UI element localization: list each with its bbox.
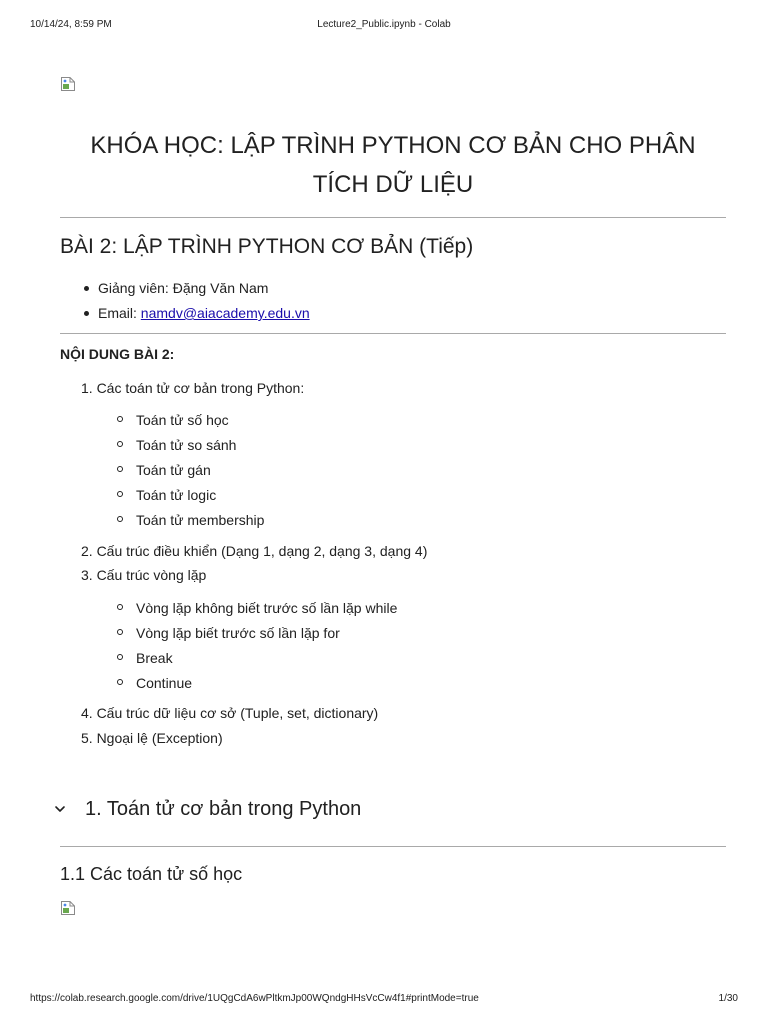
lesson-title: BÀI 2: LẬP TRÌNH PYTHON CƠ BẢN (Tiếp) bbox=[60, 235, 474, 258]
print-footer bbox=[30, 993, 738, 1007]
contents-item-2: 2. Cấu trúc điều khiển (Dạng 1, dạng 2, dạng 3, dạng 4) bbox=[81, 543, 428, 559]
contents-item-1: 1. Các toán tử cơ bản trong Python: bbox=[81, 380, 305, 396]
print-page-title: Lecture2_Public.ipynb - Colab bbox=[317, 19, 451, 30]
contents-subitem: Toán tử membership bbox=[136, 512, 265, 528]
lecturer-item bbox=[60, 278, 310, 303]
contents-subitem: Toán tử so sánh bbox=[136, 437, 237, 453]
broken-image-icon bbox=[60, 900, 76, 916]
broken-image-icon bbox=[60, 76, 76, 92]
contents-subitem: Vòng lặp không biết trước số lần lặp while bbox=[136, 600, 398, 616]
lecturer-name: Giảng viên: Đặng Văn Nam bbox=[98, 280, 269, 296]
circle-bullet bbox=[117, 679, 123, 685]
print-url: https://colab.research.google.com/drive/1UQgCdA6wPltkmJp00WQndgHHsVcCw4f1#printMode=true bbox=[30, 993, 479, 1004]
divider bbox=[60, 846, 726, 847]
circle-bullet bbox=[117, 441, 123, 447]
lecturer-info-list bbox=[60, 278, 310, 328]
circle-bullet bbox=[117, 604, 123, 610]
divider bbox=[60, 217, 726, 218]
contents-item-4: 4. Cấu trúc dữ liệu cơ sở (Tuple, set, dictionary) bbox=[81, 705, 379, 721]
circle-bullet bbox=[117, 491, 123, 497]
print-page-number: 1/30 bbox=[718, 993, 738, 1004]
circle-bullet bbox=[117, 516, 123, 522]
notebook-main-title: KHÓA HỌC: LẬP TRÌNH PYTHON CƠ BẢN CHO PHÂN TÍCH DỮ LIỆU bbox=[90, 132, 696, 198]
circle-bullet bbox=[117, 416, 123, 422]
contents-subitem: Vòng lặp biết trước số lần lặp for bbox=[136, 625, 340, 641]
contents-item-5: 5. Ngoại lệ (Exception) bbox=[81, 730, 223, 746]
print-datetime: 10/14/24, 8:59 PM bbox=[30, 19, 112, 30]
contents-subitem: Toán tử gán bbox=[136, 462, 211, 478]
circle-bullet bbox=[117, 629, 123, 635]
email-item bbox=[60, 303, 310, 328]
contents-subitem: Toán tử logic bbox=[136, 487, 217, 503]
contents-item-3: 3. Cấu trúc vòng lặp bbox=[81, 567, 207, 583]
contents-subitem: Toán tử số học bbox=[136, 412, 229, 428]
print-header bbox=[30, 19, 738, 33]
subsection-title: 1.1 Các toán tử số học bbox=[60, 864, 243, 884]
email-label: Email: bbox=[98, 305, 141, 321]
contents-subitem: Break bbox=[136, 650, 173, 666]
divider bbox=[60, 333, 726, 334]
circle-bullet bbox=[117, 654, 123, 660]
contents-heading: NỘI DUNG BÀI 2: bbox=[60, 346, 175, 362]
section-title: 1. Toán tử cơ bản trong Python bbox=[85, 798, 362, 820]
circle-bullet bbox=[117, 466, 123, 472]
email-link[interactable]: namdv@aiacademy.edu.vn bbox=[140, 305, 310, 321]
chevron-down-icon[interactable] bbox=[52, 801, 68, 817]
contents-subitem: Continue bbox=[136, 675, 193, 691]
